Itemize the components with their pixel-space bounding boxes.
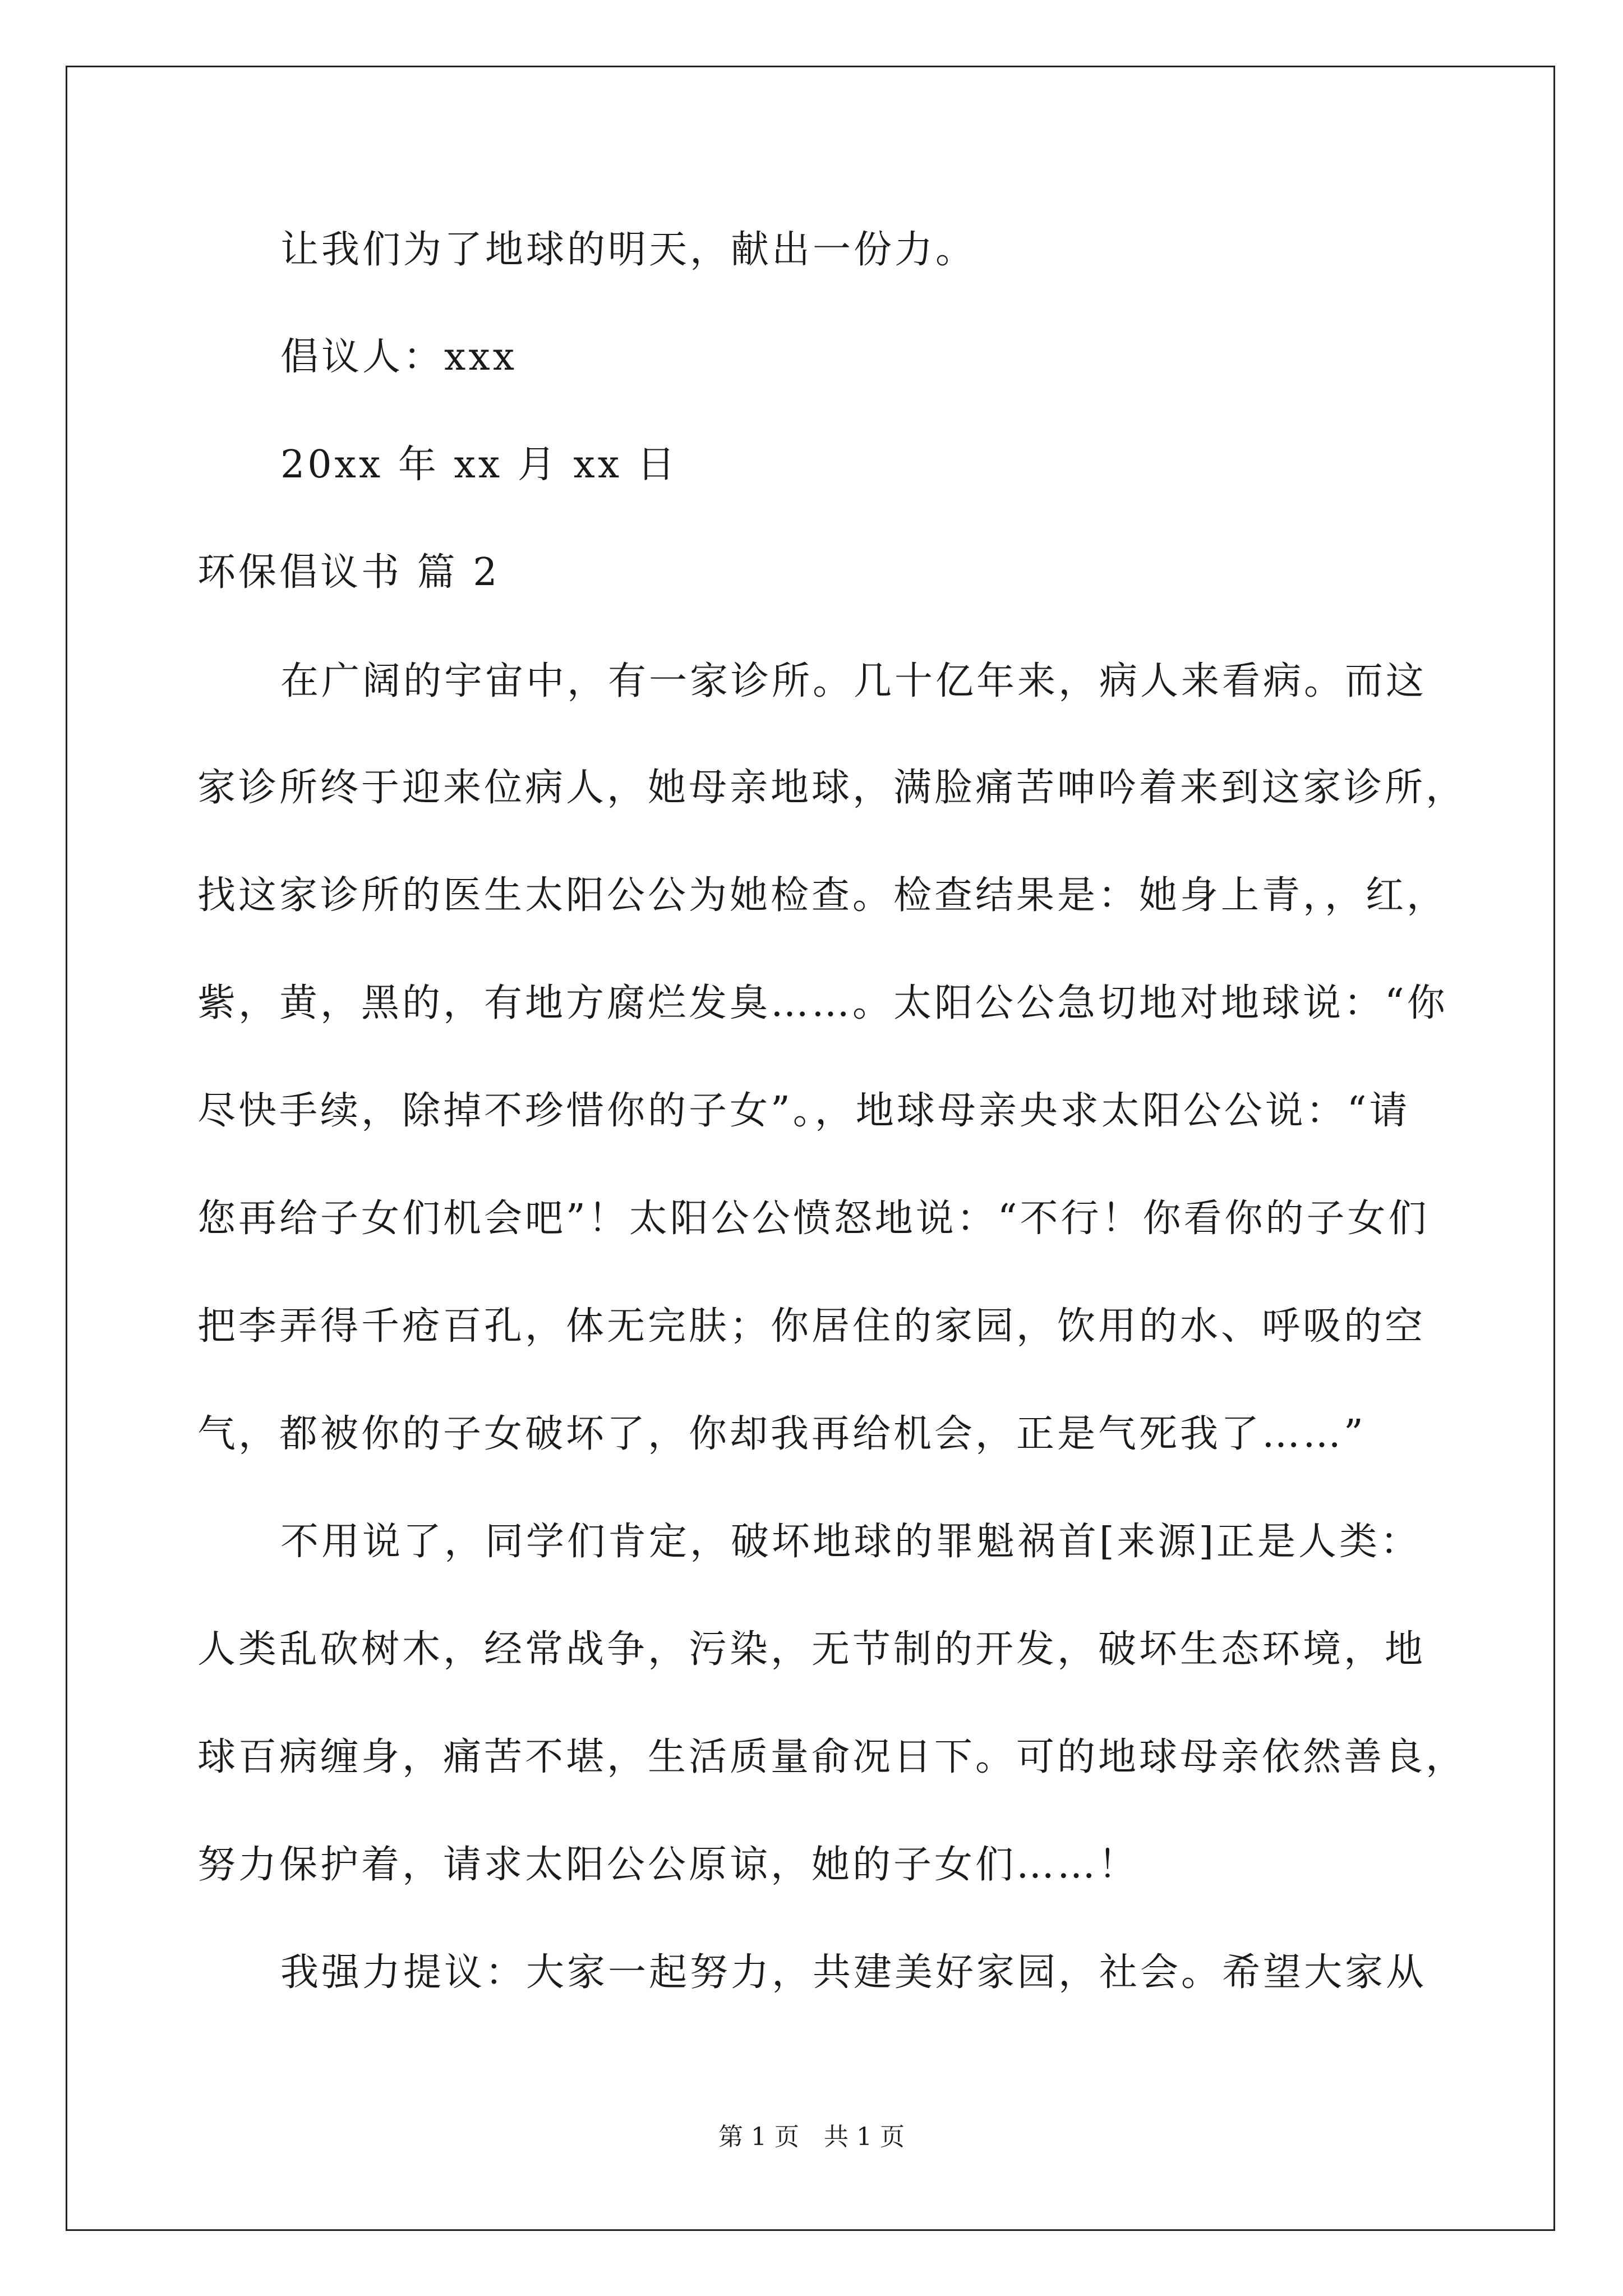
paragraph-1-line: 紫，黄，黑的，有地方腐烂发臭……。太阳公公急切地对地球说：“你: [197, 981, 1448, 1025]
paragraph-2-line: 不用说了，同学们肯定，破坏地球的罪魁祸首[来源]正是人类：: [280, 1520, 1422, 1564]
paragraph-2-line: 人类乱砍树木，经常战争，污染，无节制的开发，破坏生态环境，地: [197, 1627, 1426, 1672]
closing-line: 让我们为了地球的明天，献出一份力。: [280, 228, 977, 272]
paragraph-1-line: 气，都被你的子女破坏了，你却我再给机会，正是气死我了……”: [197, 1412, 1366, 1456]
date-line: 20xx 年 xx 月 xx 日: [280, 443, 678, 487]
paragraph-1-line: 在广阔的宇宙中，有一家诊所。几十亿年来，病人来看病。而这: [280, 659, 1427, 703]
page-footer: 第 1 页 共 1 页: [718, 2123, 905, 2151]
paragraph-1-line: 找这家诊所的医生太阳公公为她检查。检查结果是：她身上青，，红，: [197, 873, 1448, 918]
paragraph-1-line: 您再给子女们机会吧”！太阳公公愤怒地说：“不行！你看你的子女们: [197, 1197, 1430, 1241]
paragraph-1-line: 家诊所终于迎来位病人，她母亲地球，满脸痛苦呻吟着来到这家诊所，: [197, 766, 1467, 810]
paragraph-3-line: 我强力提议：大家一起努力，共建美好家园，社会。希望大家从: [280, 1950, 1427, 1995]
paragraph-1-line: 尽快手续，除掉不珍惜你的子女”。，地球母亲央求太阳公公说：“请: [197, 1089, 1410, 1133]
paragraph-2-line: 努力保护着，请求太阳公公原谅，她的子女们……！: [197, 1843, 1140, 1887]
paragraph-2-line: 球百病缠身，痛苦不堪，生活质量俞况日下。可的地球母亲依然善良，: [197, 1735, 1467, 1779]
signature-line: 倡议人：xxx: [280, 335, 518, 379]
paragraph-1-line: 把李弄得千疮百孔，体无完肤；你居住的家园，饮用的水、呼吸的空: [197, 1304, 1426, 1349]
page-border: [66, 66, 1555, 2231]
section-heading: 环保倡议书 篇 2: [197, 550, 500, 595]
